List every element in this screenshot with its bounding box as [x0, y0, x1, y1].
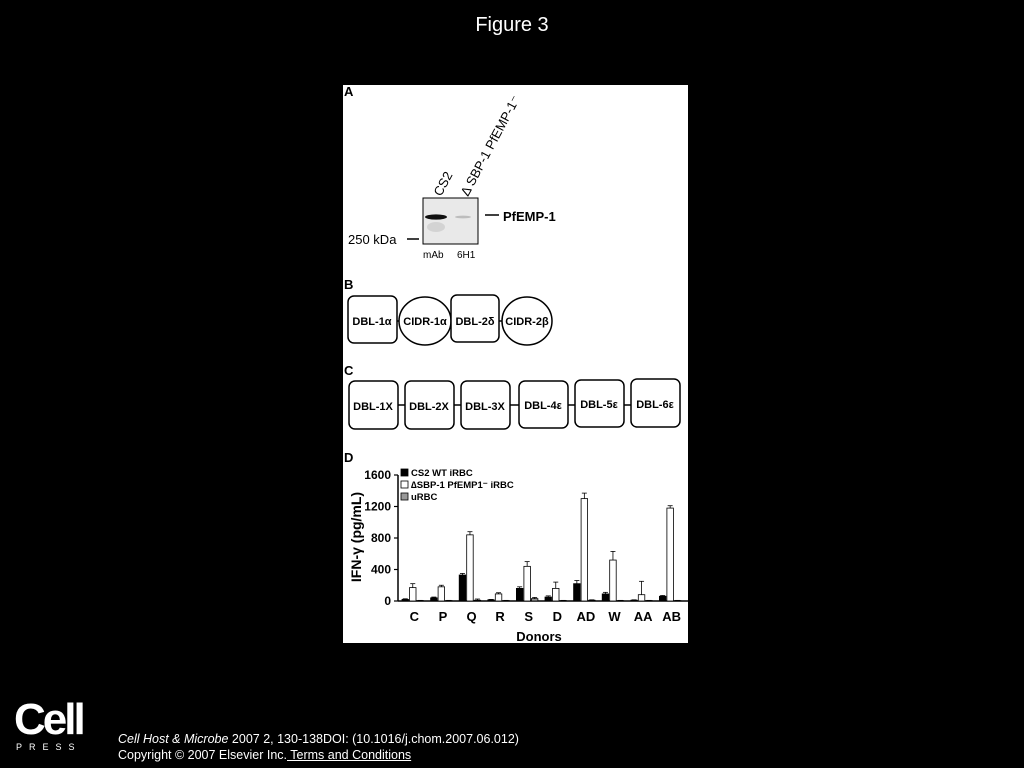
panel-b-label: B	[344, 277, 354, 292]
chart-bars	[402, 493, 681, 601]
domain-label: DBL-2δ	[455, 316, 495, 328]
bar	[659, 596, 666, 601]
domain-label: DBL-1X	[353, 401, 393, 413]
domain-label: DBL-3X	[465, 401, 505, 413]
panel-a-label: A	[344, 85, 354, 99]
domain-label: CIDR-2β	[505, 316, 549, 328]
figure-svg	[343, 85, 688, 643]
copyright-line	[118, 747, 519, 763]
bar	[667, 508, 674, 601]
y-tick-label: 1600	[364, 468, 391, 482]
journal-name: Cell Host & Microbe	[118, 732, 229, 746]
bar	[524, 566, 531, 601]
legend-label: CS2 WT iRBC	[411, 468, 473, 479]
x-tick-label: AA	[633, 609, 653, 624]
bar	[459, 575, 466, 601]
blot-band-cs2	[425, 214, 447, 219]
domain-label: DBL-1α	[352, 316, 392, 328]
citation-line	[118, 731, 519, 747]
domain-label: DBL-5ε	[580, 399, 618, 411]
logo-wordmark: Cell	[14, 695, 83, 744]
bar	[516, 588, 523, 601]
legend-label: ∆SBP-1 PfEMP1⁻ iRBC	[411, 480, 514, 491]
bar	[545, 597, 552, 601]
lane-label-mutant: Δ SBP-1 PfEMP-1⁻	[457, 92, 524, 199]
blot-band-mutant	[455, 216, 471, 219]
x-tick-label: C	[409, 609, 419, 624]
legend-swatch	[401, 469, 408, 476]
chart-legend	[401, 468, 514, 503]
bar	[410, 588, 417, 601]
domain-label: CIDR-1α	[403, 316, 447, 328]
antibody-label-6h1: 6H1	[457, 250, 476, 261]
x-tick-label: AB	[662, 609, 682, 624]
bar	[553, 588, 560, 601]
x-tick-label: AD	[576, 609, 596, 624]
domain-label: DBL-4ε	[524, 400, 562, 412]
bar	[602, 594, 609, 601]
antibody-label-mab: mAb	[423, 250, 444, 261]
bar	[495, 594, 502, 601]
legend-swatch	[401, 481, 408, 488]
figure-panel	[343, 85, 688, 643]
logo-subtext: PRESS	[16, 742, 82, 752]
bar	[431, 598, 438, 601]
bar	[488, 600, 495, 601]
bar	[402, 599, 409, 601]
citation-block	[118, 731, 519, 763]
bar	[474, 600, 481, 601]
terms-link[interactable]: Terms and Conditions	[287, 748, 412, 762]
bar	[610, 560, 617, 601]
x-tick-label: R	[495, 609, 505, 624]
domain-label: DBL-6ε	[636, 399, 674, 411]
bar	[581, 499, 588, 601]
panel-d-label: D	[344, 450, 354, 465]
citation-details: 2007 2, 130-138DOI: (10.1016/j.chom.2007.06.012)	[228, 732, 519, 746]
chart-xlabel: Donors	[516, 629, 562, 643]
band-label: PfEMP-1	[503, 209, 556, 224]
western-blot	[423, 198, 478, 244]
slide-title: Figure 3	[475, 14, 549, 36]
x-tick-label: Q	[466, 609, 477, 624]
bar	[531, 599, 538, 601]
legend-swatch	[401, 493, 408, 500]
y-tick-label: 0	[384, 594, 391, 608]
chart-ylabel: IFN-γ (pg/mL)	[348, 491, 364, 583]
copyright-text: Copyright © 2007 Elsevier Inc.	[118, 748, 288, 762]
panel-c-label: C	[344, 363, 354, 378]
bar	[574, 584, 581, 601]
bar	[631, 600, 638, 601]
x-tick-label: P	[438, 609, 448, 624]
legend-label: uRBC	[411, 492, 438, 503]
domain-label: DBL-2X	[409, 401, 449, 413]
blot-smear-cs2	[427, 222, 445, 232]
x-tick-label: W	[608, 609, 621, 624]
x-tick-label: D	[552, 609, 562, 624]
lane-label-cs2: CS2	[430, 169, 456, 199]
y-tick-label: 1200	[364, 499, 391, 514]
bar	[589, 600, 596, 601]
bar	[467, 535, 474, 601]
y-tick-label: 400	[370, 562, 391, 577]
x-tick-label: S	[524, 609, 534, 624]
bar	[638, 595, 645, 601]
cell-press-logo	[14, 695, 86, 752]
marker-label: 250 kDa	[348, 232, 397, 247]
bar	[438, 587, 445, 601]
y-tick-label: 800	[370, 531, 391, 545]
